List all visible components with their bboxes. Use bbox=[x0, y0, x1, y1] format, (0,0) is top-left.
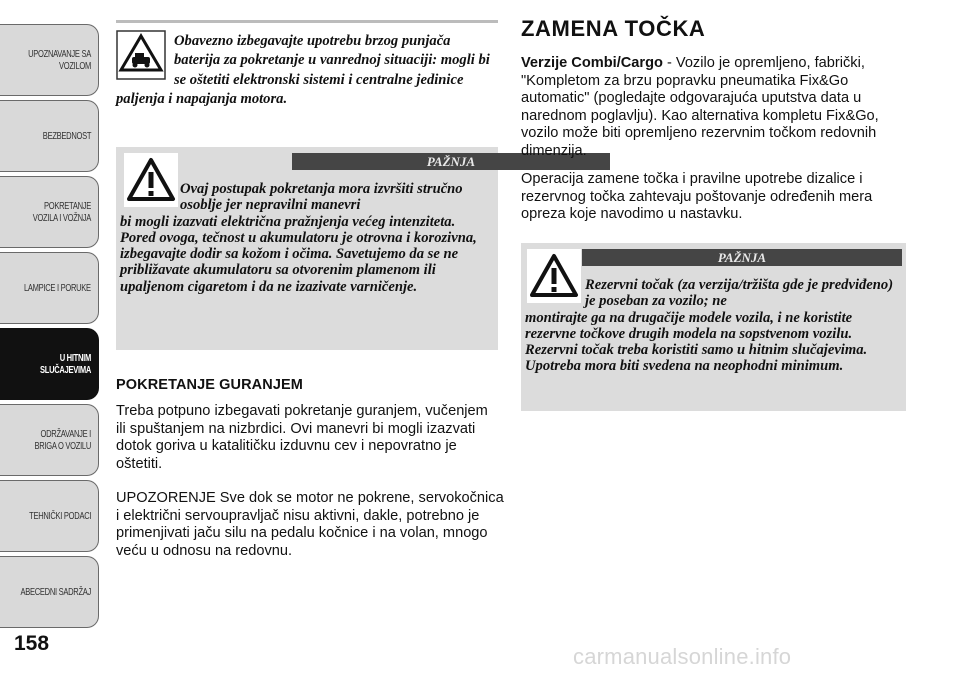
page-number: 158 bbox=[14, 632, 50, 655]
tab-label: ABECEDNI SADRŽAJ bbox=[20, 586, 91, 598]
caution-box-left bbox=[116, 147, 498, 350]
section-heading-push-start: POKRETANJE GURANJEM bbox=[116, 377, 303, 393]
tab-lampice[interactable] bbox=[0, 252, 99, 324]
versions-text: - Vozilo je opremljeno, fabrički, "Kompletom za brzu popravku pneumatika Fix&Go automatic" (pogledajte odgovarajuća uputstva data u narednom poglavlju). Kao alternativa kompletu Fix&Go, vozilo može biti opremljeno rezervnim točkom redovnih dimenzija. bbox=[521, 55, 879, 159]
tab-label: LAMPICE I PORUKE bbox=[24, 282, 91, 294]
watermark: carmanualsonline.info bbox=[573, 644, 792, 669]
versions-label: Verzije Combi/Cargo bbox=[521, 55, 663, 71]
caution-box-right bbox=[521, 243, 906, 411]
paragraph-versions bbox=[521, 55, 907, 161]
tab-abecedni-sadrzaj[interactable] bbox=[0, 556, 99, 628]
tab-pokretanje[interactable] bbox=[0, 176, 99, 248]
battery-note-text: Obavezno izbegavajte upotrebu brzog punjača baterija za pokretanje u vanrednoj situaciji: mogli bi se oštetiti elektronski sistemi i centralne jedinice paljenja i napajanja motora. bbox=[116, 33, 490, 107]
tab-upoznavanje[interactable] bbox=[0, 24, 99, 96]
car-battery-warning-icon bbox=[116, 30, 168, 78]
tab-label: ODRŽAVANJE I BRIGA O VOZILU bbox=[34, 428, 91, 452]
caution-text-rest: montirajte ga na drugačije modele vozila, i ne koristite rezervne točkove drugih modela na sopstvenom vozilu. Rezervni točak treba koristiti samo u hitnim slučajevima. Upotreba mora biti svedena na neophodni minimum. bbox=[525, 309, 868, 375]
caution-text-rest: bi mogli izazvati električna pražnjenja većeg intenziteta. Pored ovoga, tečnost u akumulatoru je otrovna i korozivna, izbegavajte dodir sa kožom i očima. Savetujemo da se ne približavate akumulatoru sa otvorenim plamenom ili upaljenom cigaretom i da ne izazivate varničenje. bbox=[120, 213, 477, 295]
top-rule bbox=[116, 20, 498, 23]
caution-text-first: Rezervni točak (za verzija/tržišta gde je predviđeno) je poseban za vozilo; ne bbox=[585, 277, 894, 310]
paragraph-warning: UPOZORENJE Sve dok se motor ne pokrene, servokočnica i električni servoupravljač nisu aktivni, dakle, potrebno je primenjivati jaču silu na pedalu kočnice i na volan, mnogo veću u odnosu na redovnu. bbox=[116, 490, 504, 559]
caution-text-first: Ovaj postupak pokretanja mora izvršiti stručno osoblje jer nepravilni manevri bbox=[180, 181, 463, 214]
tab-odrzavanje[interactable] bbox=[0, 404, 99, 476]
tab-label: BEZBEDNOST bbox=[42, 130, 91, 142]
paragraph-push-start: Treba potpuno izbegavati pokretanje guranjem, vučenjem ili spuštanjem na nizbrdici. Ovi manevri bi mogli izazvati dotok goriva u katalitičku izduvnu cev i nepovratno je oštetiti. bbox=[116, 403, 488, 472]
page-title: ZAMENA TOČKA bbox=[521, 16, 706, 41]
tab-label: TEHNIČKI PODACI bbox=[28, 510, 91, 522]
battery-note bbox=[116, 30, 498, 107]
tab-label: POKRETANJE VOZILA I VOŽNJA bbox=[32, 200, 91, 224]
tab-hitni-slucajevi[interactable] bbox=[0, 328, 99, 400]
caution-header: PAŽNJA bbox=[582, 249, 902, 266]
tab-label: UPOZNAVANJE SA VOZILOM bbox=[28, 48, 91, 72]
paragraph-jack: Operacija zamene točka i pravilne upotrebe dizalice i rezervnog točka zahtevaju poštovanje određenih mera opreza koje navodimo u nastavku. bbox=[521, 171, 873, 223]
tab-label: U HITNIM SLUČAJEVIMA bbox=[39, 352, 91, 376]
caution-header: PAŽNJA bbox=[292, 153, 610, 170]
tab-bezbednost[interactable] bbox=[0, 100, 99, 172]
tab-tehnicki-podaci[interactable] bbox=[0, 480, 99, 552]
